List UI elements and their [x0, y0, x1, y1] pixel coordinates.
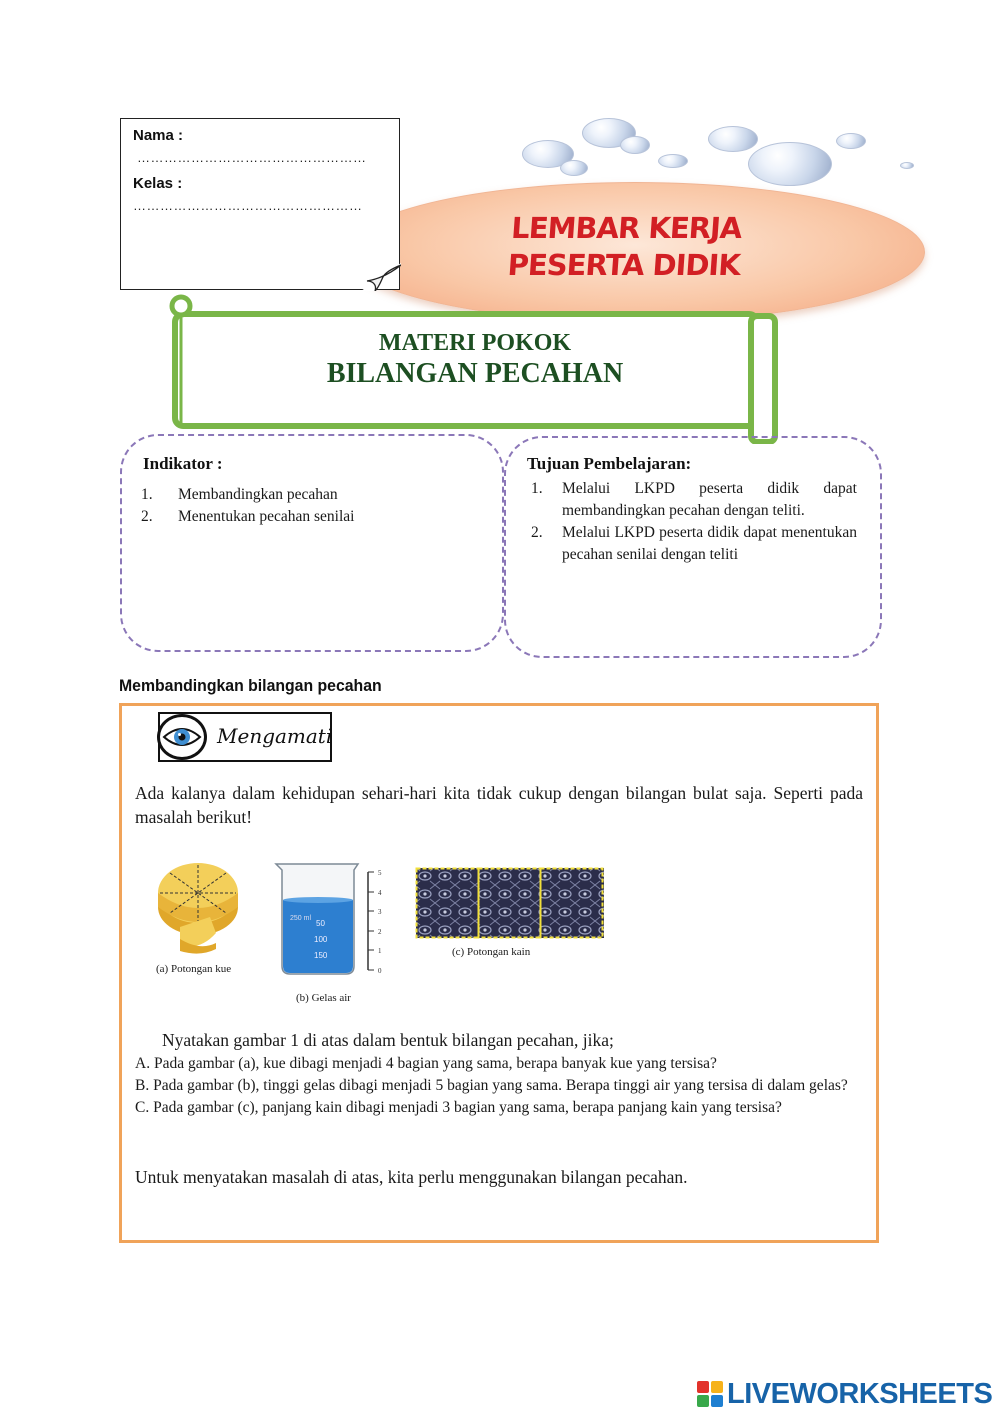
list-item: 1. Melalui LKPD peserta didik dapat membandingkan pecahan dengan teliti.	[531, 480, 857, 519]
scale-tick-label: 2	[378, 928, 382, 936]
eye-icon	[157, 714, 207, 760]
logo-square	[711, 1395, 723, 1407]
list-item: 2. Menentukan pecahan senilai	[141, 508, 355, 525]
section-heading: Membandingkan bilangan pecahan	[119, 676, 382, 695]
caption-c: (c) Potongan kain	[452, 946, 531, 958]
bubble-decoration	[836, 133, 866, 149]
caption-a: (a) Potongan kue	[156, 963, 232, 975]
title-line-2: PESERTA DIDIK	[506, 248, 741, 282]
logo-text: LIVEWORKSHEETS	[727, 1377, 993, 1410]
question-item: C. Pada gambar (c), panjang kain dibagi menjadi 3 bagian yang sama, berapa panjang kain yang tersisa?	[135, 1099, 782, 1116]
bubble-decoration	[560, 160, 588, 176]
list-item: 1. Membandingkan pecahan	[141, 486, 338, 503]
beaker-label: 50	[316, 919, 325, 928]
class-label: Kelas :	[133, 175, 183, 192]
bubble-decoration	[708, 126, 758, 152]
bubble-decoration	[900, 162, 914, 169]
question-item: A. Pada gambar (a), kue dibagi menjadi 4 bagian yang sama, berapa banyak kue yang tersisa?	[135, 1055, 717, 1072]
scale-tick-label: 5	[378, 869, 382, 877]
scale-tick-label: 3	[378, 908, 382, 916]
liveworksheets-logo[interactable]	[697, 1376, 992, 1412]
identity-box	[120, 118, 400, 290]
beaker-label: 100	[314, 935, 328, 944]
logo-square	[697, 1395, 709, 1407]
cake-image	[150, 855, 242, 955]
bubble-decoration	[748, 142, 832, 186]
beaker-label: 150	[314, 951, 328, 960]
name-label: Nama :	[133, 127, 184, 144]
indikator-box	[120, 434, 504, 652]
materi-pokok-topic: BILANGAN PECAHAN	[326, 358, 624, 389]
question-item: B. Pada gambar (b), tinggi gelas dibagi menjadi 5 bagian yang sama. Berapa tinggi air yang tersisa di dalam gelas?	[135, 1077, 848, 1094]
worksheet-title	[477, 210, 772, 284]
name-field[interactable]: ……………………………………………	[137, 150, 367, 165]
scale-tick-label: 4	[378, 889, 382, 897]
intro-paragraph: Ada kalanya dalam kehidupan sehari-hari kita tidak cukup dengan bilangan bulat saja. Seperti pada masalah berikut!	[135, 783, 863, 827]
tujuan-box	[504, 436, 882, 658]
class-field[interactable]: ……………………………………………	[133, 198, 363, 213]
logo-square	[697, 1381, 709, 1393]
title-line-1: LEMBAR KERJA	[510, 211, 743, 245]
tujuan-heading: Tujuan Pembelajaran:	[527, 454, 692, 473]
bubble-decoration	[658, 154, 688, 168]
mengamati-label: Mengamati	[217, 724, 333, 748]
scale-tick-label: 1	[378, 947, 382, 955]
bubble-decoration	[620, 136, 650, 154]
logo-square	[711, 1381, 723, 1393]
caption-b: (b) Gelas air	[296, 992, 351, 1004]
fabric-image	[415, 867, 605, 939]
question-list	[135, 1053, 865, 1119]
question-intro: Nyatakan gambar 1 di atas dalam bentuk bilangan pecahan, jika;	[162, 1030, 614, 1050]
list-item: 2. Melalui LKPD peserta didik dapat menentukan pecahan senilai dengan teliti	[531, 524, 857, 563]
beaker-image	[270, 858, 395, 983]
scale-tick-label: 0	[378, 967, 382, 975]
indikator-heading: Indikator :	[143, 454, 223, 473]
closing-paragraph: Untuk menyatakan masalah di atas, kita perlu menggunakan bilangan pecahan.	[135, 1167, 688, 1187]
logo-grid-icon	[697, 1381, 723, 1407]
materi-pokok-label: MATERI POKOK	[378, 330, 572, 356]
beaker-label: 250 ml	[290, 915, 312, 922]
page-curl-icon	[361, 263, 401, 291]
